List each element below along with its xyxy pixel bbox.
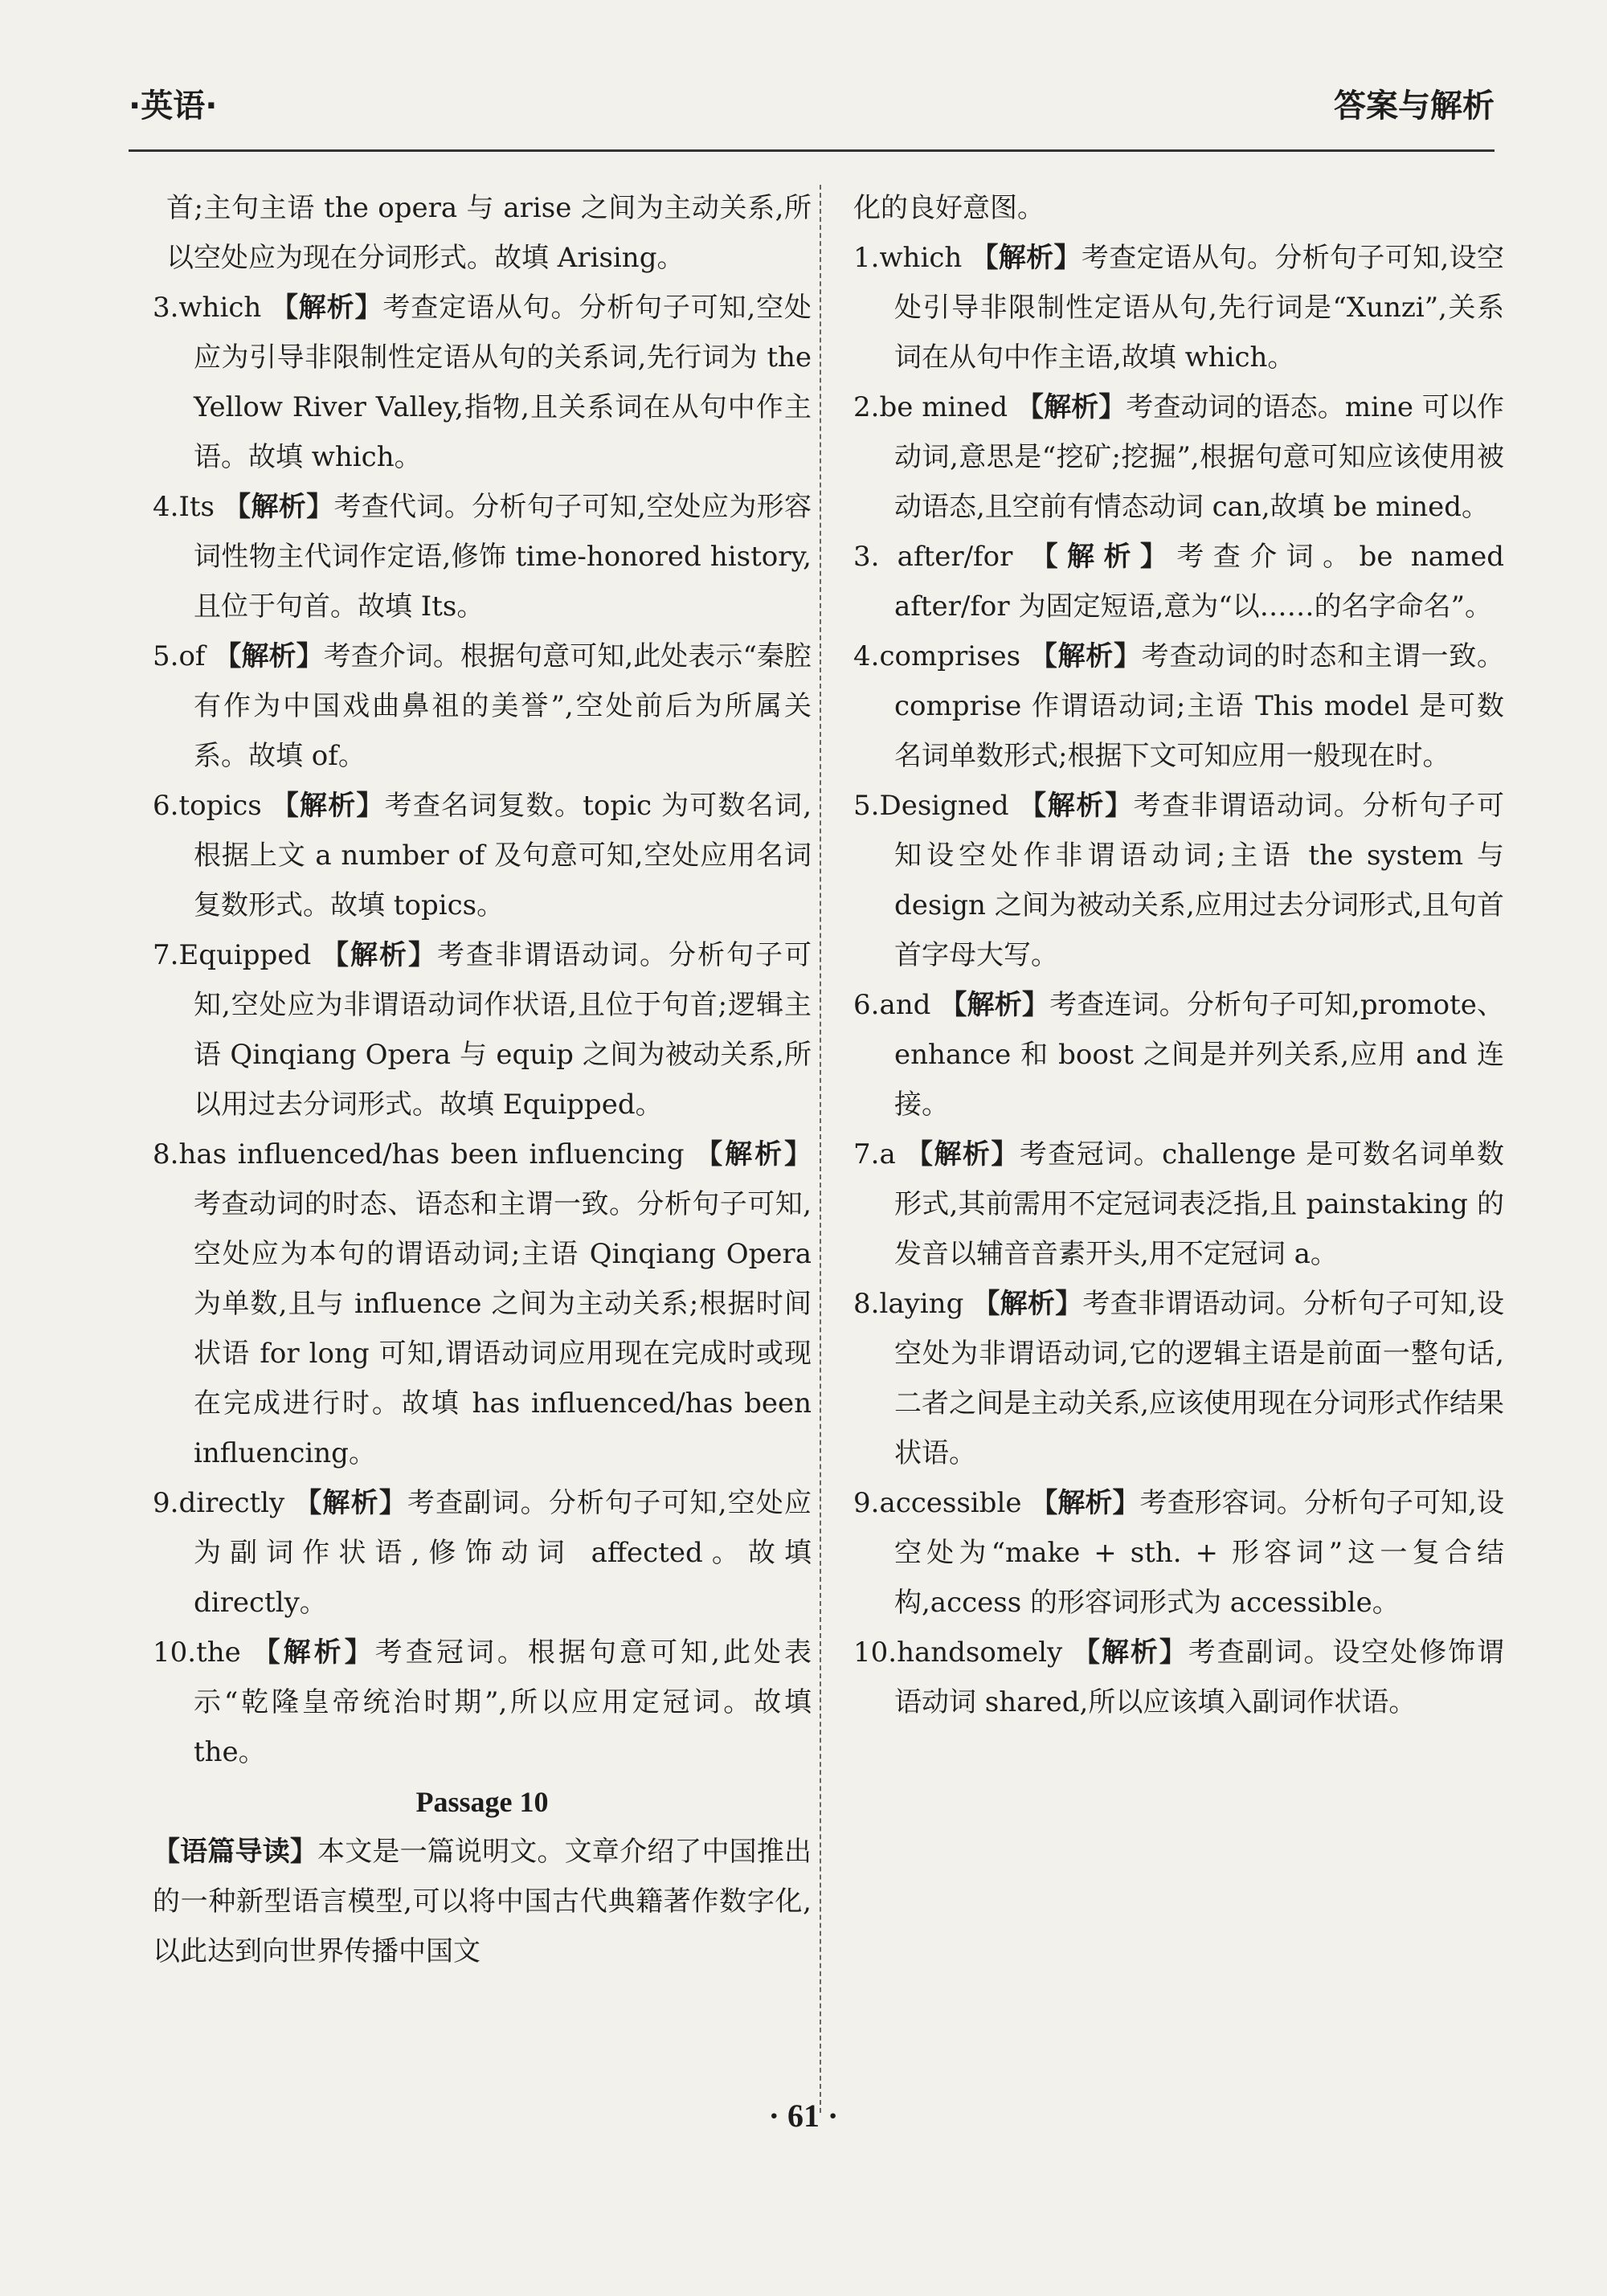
- intro-text: 本文是一篇说明文。文章介绍了中国推出的一种新型语言模型,可以将中国古代典籍著作数字化,以此达到向世界传播中国文: [153, 1836, 812, 1967]
- analysis-tag: 【解析】: [972, 1288, 1083, 1320]
- analysis-text: 考查副词。分析句子可知,空处应为副词作状语,修饰动词 affected。故填 directly。: [194, 1487, 812, 1619]
- answer-item: [853, 980, 1504, 1130]
- analysis-tag: 【解析】: [1073, 1636, 1188, 1669]
- answer-item: [153, 781, 812, 930]
- analysis-text: 考查动词的时态、语态和主谓一致。分析句子可知,空处应为本句的谓语动词;主语 Qinqiang Opera 为单数,且与 influence 之间为主动关系;根据时间状语 for long 可知,谓语动词应用现在完成时或现在完成进行时。故填 has influenced/has been influencing。: [194, 1188, 812, 1469]
- left-column: [153, 183, 812, 1976]
- analysis-text: 考查定语从句。分析句子可知,空处应为引导非限制性定语从句的关系词,先行词为 the Yellow River Valley,指物,且关系词在从句中作主语。故填 which。: [194, 292, 812, 473]
- analysis-text: 考查非谓语动词。分析句子可知,设空处为非谓语动词,它的逻辑主语是前面一整句话,二者之间是主动关系,应该使用现在分词形式作结果状语。: [894, 1288, 1504, 1469]
- analysis-tag: 【解析】: [214, 640, 324, 672]
- section-title: 答案与解析: [1334, 88, 1495, 125]
- answer-item: [153, 283, 812, 482]
- answer-item: [153, 1628, 812, 1777]
- analysis-tag: 【解析】: [321, 939, 438, 971]
- answer-item: [853, 1478, 1504, 1628]
- answer-label: 9.accessible: [853, 1487, 1022, 1519]
- continuation-text: 首;主句主语 the opera 与 arise 之间为主动关系,所以空处应为现在分词形式。故填 Arising。: [166, 192, 812, 274]
- answer-label: 7.a: [853, 1138, 896, 1170]
- analysis-text: 考查冠词。challenge 是可数名词单数形式,其前需用不定冠词表泛指,且 painstaking 的发音以辅音音素开头,用不定冠词 a。: [894, 1138, 1505, 1270]
- answer-label: 7.Equipped: [153, 939, 312, 971]
- analysis-tag: 【解析】: [252, 1636, 375, 1669]
- analysis-text: 考查定语从句。分析句子可知,设空处引导非限制性定语从句,先行词是“Xunzi”,关系词在从句中作主语,故填 which。: [894, 242, 1504, 374]
- analysis-tag: 【解析】: [1016, 391, 1127, 423]
- answer-label: 10.handsomely: [853, 1636, 1063, 1669]
- analysis-tag: 【解析】: [1019, 790, 1134, 822]
- analysis-text: 考查连词。分析句子可知,promote、enhance 和 boost 之间是并列关系,应用 and 连接。: [894, 989, 1505, 1121]
- answer-item: [153, 482, 812, 631]
- right-column: [853, 183, 1504, 1727]
- answer-item: [853, 631, 1504, 781]
- answer-list-left: [153, 283, 812, 1777]
- analysis-tag: 【解析】: [223, 491, 334, 523]
- answer-label: 6.topics: [153, 790, 262, 822]
- answer-label: 3.which: [153, 292, 262, 324]
- analysis-tag: 【解析】: [906, 1138, 1020, 1170]
- analysis-text: 考查代词。分析句子可知,空处应为形容词性物主代词作定语,修饰 time-honored history,且位于句首。故填 Its。: [194, 491, 812, 623]
- intro-tag: 【语篇导读】: [153, 1836, 318, 1868]
- answer-label: 6.and: [853, 989, 931, 1021]
- analysis-tag: 【解析】: [1030, 1487, 1140, 1519]
- passage-intro: [153, 1827, 812, 1976]
- analysis-text: 考查副词。设空处修饰谓语动词 shared,所以应该填入副词作状语。: [894, 1636, 1505, 1718]
- page-number: · 61 ·: [768, 2098, 839, 2134]
- answer-label: 3. after/for: [853, 541, 1013, 573]
- analysis-tag: 【解析】: [1030, 541, 1177, 573]
- continuation-text: 化的良好意图。: [853, 192, 1045, 224]
- answer-item: [153, 631, 812, 781]
- analysis-text: 考查非谓语动词。分析句子可知设空处作非谓语动词;主语 the system 与 design 之间为被动关系,应用过去分词形式,且句首首字母大写。: [894, 790, 1505, 971]
- answer-item: [853, 1279, 1504, 1478]
- column-divider: [820, 185, 821, 2113]
- analysis-text: 考查动词的时态和主谓一致。comprise 作谓语动词;主语 This model 是可数名词单数形式;根据下文可知应用一般现在时。: [894, 640, 1504, 772]
- analysis-text: 考查动词的语态。mine 可以作动词,意思是“挖矿;挖掘”,根据句意可知应该使用被动语态,且空前有情态动词 can,故填 be mined。: [894, 391, 1505, 523]
- answer-label: 9.directly: [153, 1487, 285, 1519]
- answer-item: [153, 1130, 812, 1478]
- answer-label: 5.of: [153, 640, 206, 672]
- answer-item: [853, 1130, 1504, 1279]
- subject-label: ·英语·: [129, 88, 218, 125]
- answer-item: [853, 1628, 1504, 1727]
- analysis-tag: 【解析】: [271, 790, 385, 822]
- answer-label: 8.laying: [853, 1288, 964, 1320]
- analysis-text: 考查冠词。根据句意可知,此处表示“乾隆皇帝统治时期”,所以应用定冠词。故填 the。: [194, 1636, 812, 1768]
- answer-list-right: [853, 233, 1504, 1727]
- analysis-text: 考查非谓语动词。分析句子可知,空处应为非谓语动词作状语,且位于句首;逻辑主语 Qinqiang Opera 与 equip 之间为被动关系,所以用过去分词形式。故填 Equipped。: [194, 939, 812, 1121]
- answer-label: 2.be mined: [853, 391, 1008, 423]
- answer-label: 5.Designed: [853, 790, 1009, 822]
- passage-title: Passage 10: [415, 1786, 549, 1818]
- analysis-tag: 【解析】: [294, 1487, 407, 1519]
- answer-item: [853, 233, 1504, 382]
- analysis-text: 考查名词复数。topic 为可数名词,根据上文 a number of 及句意可知,空处应用名词复数形式。故填 topics。: [194, 790, 812, 921]
- analysis-tag: 【解析】: [270, 292, 383, 324]
- answer-label: 8.has influenced/has been influencing: [153, 1138, 685, 1170]
- analysis-tag: 【解析】: [695, 1138, 812, 1170]
- answer-label: 4.Its: [153, 491, 215, 523]
- analysis-text: 考查形容词。分析句子可知,设空处为“make + sth. + 形容词”这一复合结构,access 的形容词形式为 accessible。: [894, 1487, 1505, 1619]
- analysis-text: 考查介词。be named after/for 为固定短语,意为“以……的名字命名”。: [894, 541, 1504, 623]
- answer-item: [853, 382, 1504, 532]
- answer-label: 1.which: [853, 242, 963, 274]
- answer-item: [853, 781, 1504, 980]
- answer-label: 4.comprises: [853, 640, 1021, 672]
- answer-label: 10.the: [153, 1636, 241, 1669]
- analysis-tag: 【解析】: [1029, 640, 1142, 672]
- header-rule: [129, 149, 1495, 152]
- answer-item: [853, 532, 1504, 631]
- analysis-text: 考查介词。根据句意可知,此处表示“秦腔有作为中国戏曲鼻祖的美誉”,空处前后为所属关系。故填 of。: [194, 640, 812, 772]
- analysis-tag: 【解析】: [971, 242, 1082, 274]
- answer-item: [153, 930, 812, 1130]
- analysis-tag: 【解析】: [939, 989, 1050, 1021]
- answer-item: [153, 1478, 812, 1628]
